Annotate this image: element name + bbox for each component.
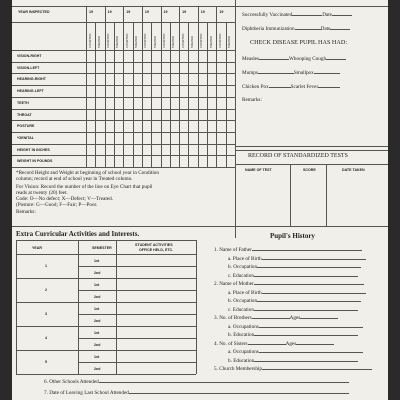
diphtheria-immunization-line: Diphtheria Immunization Date — [242, 25, 350, 32]
history-fill-line — [254, 331, 358, 336]
semester-label: 2nd — [94, 295, 101, 299]
history-fill-line — [262, 289, 366, 294]
year-number: 3 — [45, 312, 47, 316]
history-item-label: 5. Church Membership — [214, 366, 262, 372]
column-code-label: CONDITION — [125, 33, 129, 48]
column-code-label: CONDITION — [200, 33, 204, 48]
history-item-label: 1. Name of Father — [214, 247, 252, 253]
extra-title: Extra Curricular Activities and Interests. — [16, 230, 140, 238]
year-number: 4 — [45, 336, 47, 340]
column-code-label: TREATED — [135, 36, 139, 48]
history-item-label: a. Occupations — [228, 323, 259, 330]
extra-col-semester: SEMESTER — [92, 246, 112, 250]
note-line-6: (Posture: G—Good; F—Fair; P—Poor. — [16, 202, 98, 208]
year-inspected-label: YEAR INSPECTED — [18, 10, 50, 14]
semester-label: 2nd — [94, 367, 101, 371]
history-item-label: 2. Name of Mother — [214, 281, 254, 287]
grid-column-line — [133, 22, 134, 167]
column-code-label: TREATED — [116, 36, 120, 48]
history-item-label: b. Occupation — [228, 264, 258, 270]
year-number: 5 — [45, 360, 47, 364]
year-mark: 19 — [182, 10, 187, 14]
history-title: Pupil's History — [270, 232, 315, 240]
extra-row-line — [16, 278, 196, 279]
health-row-label: VISION-RIGHT — [17, 54, 42, 58]
grid-column-line — [95, 22, 96, 167]
semester-label: 2nd — [94, 319, 101, 323]
health-row-line — [12, 109, 235, 110]
column-code-label: CONDITION — [218, 33, 222, 48]
semester-label: 2nd — [94, 343, 101, 347]
grid-column-line — [114, 22, 115, 167]
record-card-page — [12, 0, 388, 400]
extra-row-line — [16, 350, 196, 351]
history-item — [228, 289, 366, 296]
grid-column-line — [207, 22, 208, 167]
history-fill-line — [259, 348, 363, 353]
history-item-label: b. Education — [228, 357, 255, 364]
history-item-label: 3. No. of Brothers — [214, 315, 252, 321]
year-mark: 19 — [200, 10, 205, 14]
successfully-vaccinated-line: Successfully Vaccinated Date — [242, 11, 352, 18]
history-item-label: a. Place of Birth — [228, 289, 262, 296]
history-item-label: a. Place of Birth — [228, 255, 262, 262]
history-item-label: b. Education — [228, 332, 255, 338]
column-code-label: CONDITION — [163, 33, 166, 48]
health-row-line — [12, 85, 235, 86]
column-code-label: TREATED — [172, 36, 176, 48]
column-code-label: CONDITION — [144, 33, 148, 48]
history-item — [228, 263, 361, 270]
tests-title: RECORD OF STANDARDIZED TESTS — [248, 153, 348, 159]
tests-col-name: NAME OF TEST — [245, 168, 272, 172]
semester-label: 1st — [94, 307, 100, 311]
mumps-line: Mumps Smallpox — [242, 69, 340, 76]
health-row-line — [12, 144, 235, 145]
history-fill-line — [252, 246, 362, 251]
health-row-label: THROAT — [17, 112, 32, 117]
history-fill-line — [257, 263, 361, 268]
history-item — [228, 272, 358, 279]
semester-label: 1st — [94, 331, 100, 335]
measles-line: Measles Whooping Cough — [242, 55, 346, 62]
health-row-line — [12, 120, 235, 121]
history-item — [228, 306, 358, 313]
year-number: 1 — [45, 264, 47, 268]
history-item-label: 4. No. of Sisters — [214, 340, 248, 347]
extra-row-line — [78, 338, 196, 339]
column-code-label: CONDITION — [107, 33, 111, 48]
tests-col-date: DATE TAKEN — [342, 168, 365, 172]
health-row-label: HEARING-RIGHT — [17, 77, 46, 82]
date-of-leaving-line: 7. Date of Leaving Last School Attended — [44, 389, 349, 396]
history-item — [228, 255, 366, 262]
health-row-label: WEIGHT IN POUNDS — [17, 159, 53, 164]
history-item — [214, 365, 372, 372]
health-row-label: *GENITAL — [17, 135, 34, 140]
history-item-label: a. Occupations — [228, 349, 259, 355]
notes-remarks-label: Remarks: — [16, 209, 36, 215]
year-mark: 19 — [107, 10, 112, 14]
column-code-label: TREATED — [153, 36, 157, 48]
grid-column-line — [226, 22, 227, 167]
column-code-label: TREATED — [228, 36, 232, 48]
check-disease-title: CHECK DISEASE PUPIL HAS HAD: — [250, 39, 348, 46]
health-row-line — [12, 97, 235, 98]
history-item — [228, 357, 358, 364]
health-row-label: POSTURE — [17, 124, 35, 129]
note-line-5: Code: O—No defect; X—Defect; V—Treated. — [16, 196, 113, 202]
history-item — [214, 246, 362, 253]
note-line-3: For Vision: Record the number of the line on Eye Chart that pupil — [16, 184, 153, 190]
ages-label: Ages — [285, 340, 297, 347]
history-fill-line — [254, 306, 358, 311]
vaccination-remarks-label: Remarks: — [242, 97, 262, 103]
health-row-label: HEARING-LEFT — [17, 89, 44, 94]
history-item — [228, 331, 358, 338]
extra-row-line — [78, 362, 196, 363]
ages-label: Ages — [289, 315, 301, 321]
history-item — [214, 280, 364, 287]
other-schools-line: 6. Other Schools Attended — [44, 378, 349, 385]
history-item — [228, 323, 363, 330]
history-item — [214, 314, 338, 321]
history-fill-line — [254, 280, 364, 285]
extra-row-line — [16, 374, 196, 375]
health-row-line — [12, 62, 235, 63]
extra-row-line — [78, 290, 196, 291]
grid-column-line — [235, 6, 236, 167]
year-number: 2 — [45, 288, 47, 292]
history-fill-line — [254, 357, 358, 362]
health-row-line — [12, 73, 235, 74]
history-item-label: c. Education — [228, 272, 254, 279]
year-mark: 19 — [89, 10, 93, 14]
note-line-2: column; record at end of school year in Treated column. — [16, 176, 133, 182]
column-code-label: TREATED — [190, 36, 194, 48]
history-fill-line — [257, 297, 361, 302]
history-item — [228, 297, 361, 304]
grid-column-line — [188, 22, 189, 167]
extra-row-line — [16, 302, 196, 303]
health-row-line — [12, 155, 235, 156]
year-mark: 19 — [219, 10, 224, 14]
health-row-label: TEETH — [17, 100, 29, 105]
semester-label: 2nd — [94, 271, 101, 275]
semester-label: 1st — [94, 283, 100, 287]
grid-column-line — [151, 22, 152, 167]
semester-label: 1st — [94, 259, 100, 263]
history-fill-line — [259, 323, 363, 328]
column-code-label: CONDITION — [181, 33, 185, 48]
health-row-line — [12, 167, 235, 168]
extra-col-office: OFFICE HELD, ETC. — [139, 248, 174, 252]
note-line-1: *Record Height and Weight at beginning of school year in Condition — [16, 170, 159, 176]
history-fill-line — [262, 365, 372, 370]
history-fill-line — [254, 272, 358, 277]
history-item-label: b. Occupation — [228, 298, 258, 304]
extra-row-line — [16, 326, 196, 327]
year-mark: 19 — [126, 10, 131, 14]
column-code-label: TREATED — [97, 36, 101, 48]
history-item-label: c. Education — [228, 306, 254, 313]
grid-column-line — [170, 22, 171, 167]
column-code-label: TREATED — [209, 36, 213, 48]
extra-col-year: YEAR — [32, 246, 42, 250]
health-row-line — [12, 132, 235, 133]
extra-col-activities: STUDENT ACTIVITIES — [135, 243, 173, 247]
extra-row-line — [78, 266, 196, 267]
column-code-label: CONDITION — [88, 33, 92, 48]
history-fill-line — [300, 314, 338, 319]
history-item — [228, 348, 363, 355]
year-mark: 19 — [163, 10, 168, 14]
semester-label: 1st — [94, 355, 100, 359]
history-fill-line — [262, 255, 366, 260]
health-row-label: HEIGHT IN INCHES — [17, 147, 50, 152]
history-fill-line — [252, 314, 290, 319]
extra-row-line — [78, 314, 196, 315]
chicken-pox-line: Chicken Pox Scarlet Fever — [242, 83, 340, 90]
history-fill-line — [248, 340, 286, 345]
year-mark: 19 — [144, 10, 149, 14]
note-line-4: reads at twenty (20) feet. — [16, 190, 68, 196]
history-item — [214, 340, 334, 347]
health-row-label: VISION-LEFT — [17, 65, 40, 70]
tests-col-score: SCORE — [303, 168, 316, 172]
history-fill-line — [296, 340, 334, 345]
